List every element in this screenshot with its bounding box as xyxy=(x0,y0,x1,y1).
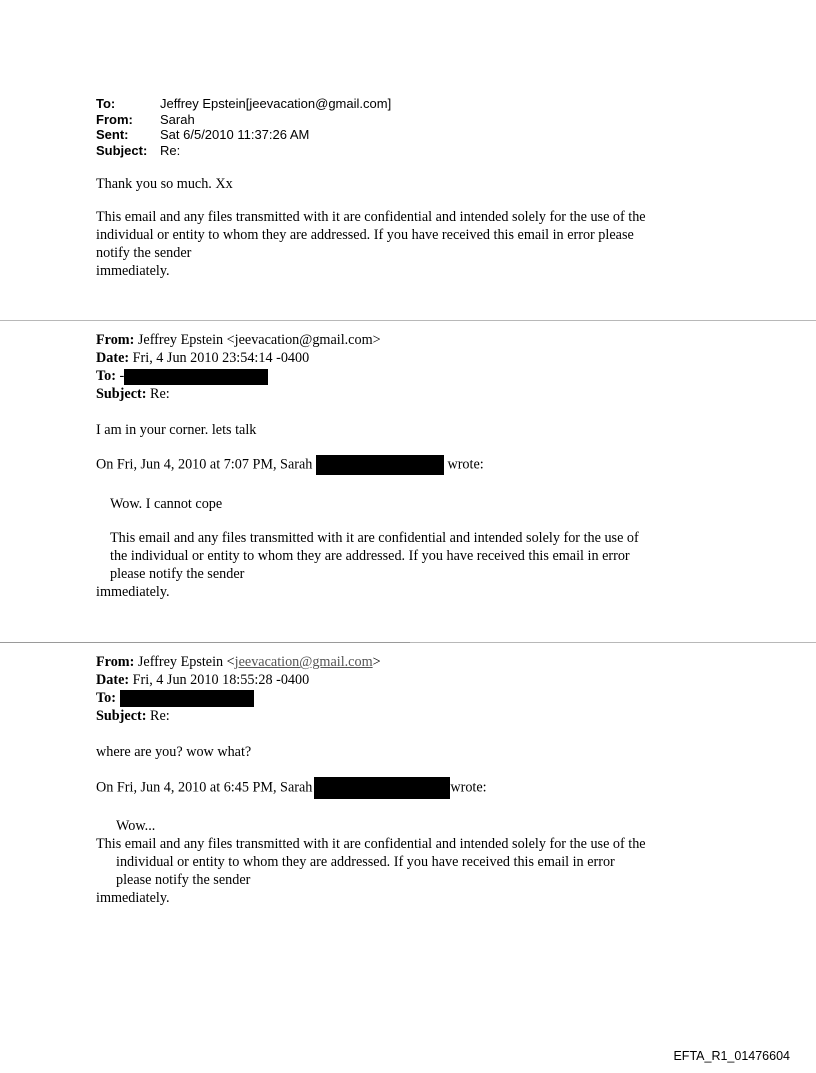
msg3-quote-intro: On Fri, Jun 4, 2010 at 6:45 PM, Sarah xyxy=(96,779,313,796)
msg3-quote-wrote: wrote: xyxy=(450,779,487,796)
msg3-date-row xyxy=(96,671,646,689)
msg2-from-value: Jeffrey Epstein <jeevacation@gmail.com> xyxy=(137,332,381,348)
msg3-subject-value: Re: xyxy=(150,708,170,725)
sent-row xyxy=(96,127,391,143)
disclaimer-2-line-1: This email and any files transmitted with it are confidential and intended solely for the use of xyxy=(110,530,639,546)
redaction-box xyxy=(314,777,450,799)
disclaimer-2-line-3: please notify the sender xyxy=(110,566,245,582)
msg2-body: I am in your corner. lets talk xyxy=(96,422,257,438)
document-id: EFTA_R1_01476604 xyxy=(673,1049,790,1063)
msg3-date-value: Fri, 4 Jun 2010 18:55:28 -0400 xyxy=(132,672,310,688)
redaction-box xyxy=(316,455,444,475)
disclaimer-3-line-3: please notify the sender xyxy=(116,872,251,889)
msg3-from-row xyxy=(96,653,646,671)
msg3-subject-row xyxy=(96,707,646,725)
msg3-to-label: To: xyxy=(96,690,116,706)
from-row xyxy=(96,112,391,128)
disclaimer-3-line-4: immediately. xyxy=(96,890,170,907)
message-body-1: Thank you so much. Xx xyxy=(96,176,233,192)
msg2-from-label: From: xyxy=(96,332,135,348)
disclaimer-2-line-2: the individual or entity to whom they are addressed. If you have received this email in error xyxy=(110,548,630,564)
subject-value: Re: xyxy=(160,142,181,158)
divider-1 xyxy=(0,320,816,321)
msg3-from-label: From: xyxy=(96,654,135,670)
to-label: To: xyxy=(96,96,116,111)
msg3-quote-header xyxy=(96,777,646,799)
redaction-box xyxy=(124,369,268,385)
msg3-from-close: > xyxy=(372,654,381,670)
subject-row xyxy=(96,143,391,159)
disclaimer-2 xyxy=(96,529,639,601)
msg2-subject-value: Re: xyxy=(150,386,170,402)
disclaimer-1-line-3: notify the sender xyxy=(96,245,192,261)
msg3-quote-text: Wow... xyxy=(116,818,156,835)
sent-label: Sent: xyxy=(96,127,129,142)
msg2-subject-row xyxy=(96,385,639,403)
msg2-quote-text: Wow. I cannot cope xyxy=(110,496,223,512)
disclaimer-2-line-4: immediately. xyxy=(96,584,170,600)
email-header xyxy=(96,96,391,158)
disclaimer-1-line-2: individual or entity to whom they are addressed. If you have received this email in error please xyxy=(96,227,634,243)
disclaimer-1-line-4: immediately. xyxy=(96,263,170,279)
msg2-to-label: To: xyxy=(96,368,116,384)
msg2-quote-intro: On Fri, Jun 4, 2010 at 7:07 PM, Sarah xyxy=(96,456,313,473)
msg2-quote-header xyxy=(96,455,639,475)
disclaimer-3 xyxy=(96,835,646,907)
msg3-body: where are you? wow what? xyxy=(96,744,252,761)
from-label: From: xyxy=(96,111,133,127)
subject-label: Subject: xyxy=(96,142,148,158)
msg2-date-label: Date: xyxy=(96,350,130,366)
from-value: Sarah xyxy=(160,111,195,127)
msg3-subject-label: Subject: xyxy=(96,708,147,725)
msg2-from-row xyxy=(96,331,639,349)
redaction-box xyxy=(120,690,254,707)
msg2-quote-wrote: wrote: xyxy=(447,456,484,473)
msg2-date-row xyxy=(96,349,639,367)
msg2-to-row xyxy=(96,367,639,385)
to-row xyxy=(96,96,391,112)
msg2-date-value: Fri, 4 Jun 2010 23:54:14 -0400 xyxy=(132,350,310,366)
disclaimer-3-line-1: This email and any files transmitted with it are confidential and intended solely for the use of the xyxy=(96,836,646,853)
msg3-date-label: Date: xyxy=(96,672,130,688)
disclaimer-3-line-2: individual or entity to whom they are addressed. If you have received this email in error xyxy=(116,854,615,871)
to-value: Jeffrey Epstein[jeevacation@gmail.com] xyxy=(160,96,392,111)
msg3-email-link[interactable]: jeevacation@gmail.com xyxy=(234,654,373,670)
message-3 xyxy=(96,653,646,907)
disclaimer-1 xyxy=(96,208,736,280)
msg2-to-prefix: - xyxy=(119,368,125,384)
msg2-subject-label: Subject: xyxy=(96,386,147,402)
msg3-to-row xyxy=(96,689,646,707)
divider-2-overlay xyxy=(0,642,410,643)
sent-value: Sat 6/5/2010 11:37:26 AM xyxy=(160,127,310,142)
msg3-from-name: Jeffrey Epstein < xyxy=(137,654,235,670)
disclaimer-1-line-1: This email and any files transmitted with it are confidential and intended solely for the use of the xyxy=(96,209,646,225)
message-2 xyxy=(96,331,639,601)
